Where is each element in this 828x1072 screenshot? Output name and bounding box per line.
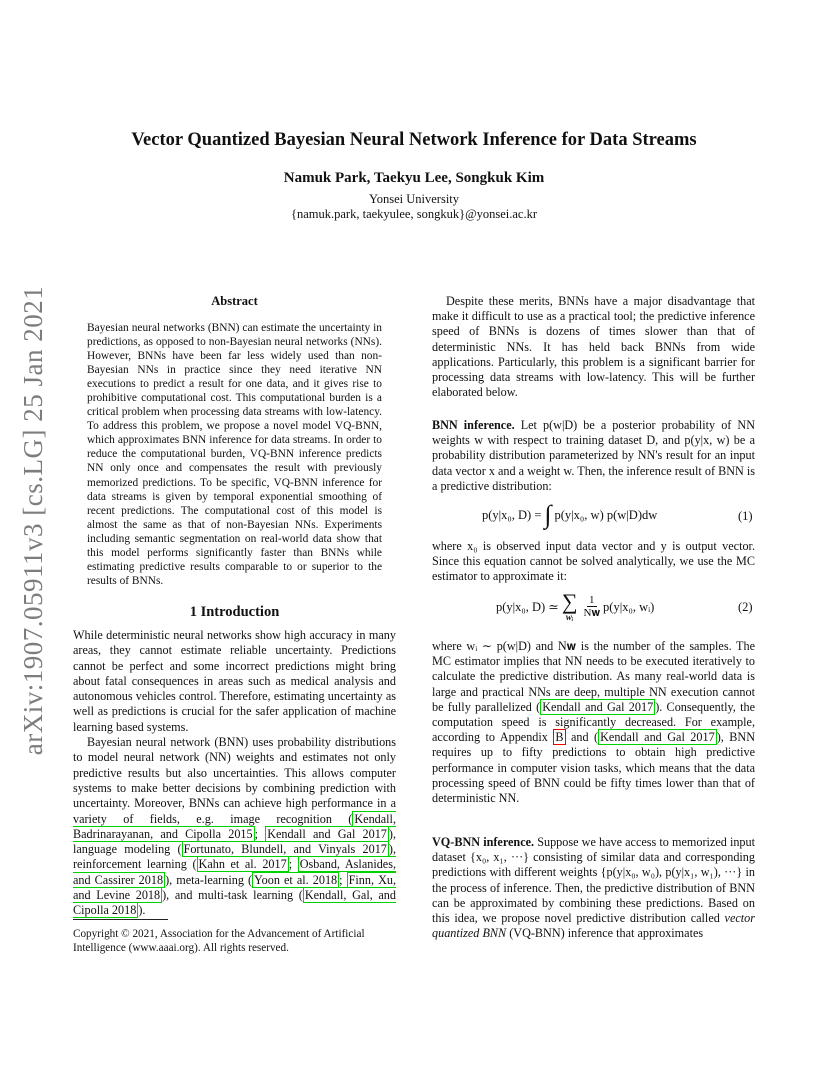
- intro-paragraph-2: Bayesian neural network (BNN) uses probability distributions to model neural network (NN) weights and estimates not only predictive results but also uncertainties. This allows computer systems to make better decisions by combining prediction with uncertainty. Moreover, BNNs can achieve high performance in a variety of fields, e.g. image recognition ( Kendall, Badrinarayanan, and Cipolla 2015 ; Kendall and Gal 2017 ), language modeling ( Fortunato, Blundell, and Vinyals 2017 ), reinforcement learning ( Kahn et al. 2017 ; Osband, Aslanides, and Cassirer 2018 ), meta-learning ( Yoon et al. 2018 ; Finn, Xu, and Levine 2018 ), and multi-task learning ( Kendall, Gal, and Cipolla 2018 ).: [73, 735, 397, 918]
- citation-link[interactable]: Kendall, Badrinarayanan, and Cipolla 2015: [73, 811, 396, 841]
- citation-link[interactable]: Kendall, Gal, and Cipolla 2018: [73, 888, 396, 918]
- paragraph-heading-bnn-inference: BNN inference.: [432, 418, 515, 432]
- integral-symbol: ∫: [544, 500, 552, 529]
- author-emails: {namuk.park, taekyulee, songkuk}@yonsei.ac.kr: [290, 207, 537, 221]
- citation-link[interactable]: Fortunato, Blundell, and Vinyals 2017: [183, 842, 387, 857]
- abstract-heading: Abstract: [211, 294, 258, 308]
- copyright-notice: Copyright © 2021, Association for the Advancement of Artificial Intelligence (www.aaai.org). All rights reserved.: [73, 928, 365, 954]
- citation-link[interactable]: Kendall and Gal 2017: [600, 730, 715, 745]
- equation-1-lhs: p(y|x₀, D) =: [482, 507, 542, 522]
- citation-link[interactable]: Osband, Aslanides, and Cassirer 2018: [73, 857, 396, 887]
- section-heading-introduction: 1 Introduction: [189, 604, 280, 620]
- paragraph-heading-vq-bnn-inference: VQ-BNN inference.: [432, 835, 535, 849]
- citation-link[interactable]: Kendall and Gal 2017: [542, 699, 654, 714]
- citation-link[interactable]: Kendall and Gal 2017: [267, 826, 387, 841]
- equation-2-lhs: p(y|x₀, D) ≃: [496, 600, 559, 614]
- equation-2-fraction: $\frac{1}{\text{N𝐰}}$: [583, 594, 601, 619]
- mc-intro-paragraph: where x₀ is observed input data vector and y is output vector. Since this equation cannot be solved analytically, we use the MC estimator to approximate it:: [432, 539, 755, 584]
- right-paragraph-1: Despite these merits, BNNs have a major disadvantage that make it difficult to use as a practical tool; the predictive inference speed of BNNs is dozens of times slower than that of deterministic NNs. It has held back BNNs from wide applications. Particularly, this problem is a significant barrier for processing data streams with low-latency. This will be further elaborated below.: [432, 294, 755, 400]
- introduction-body: [73, 628, 396, 919]
- citation-link[interactable]: Finn, Xu, and Levine 2018: [73, 872, 397, 903]
- equation-1-number: (1): [738, 509, 753, 523]
- vq-bnn-inference-paragraph: VQ-BNN inference. Suppose we have access to memorized input dataset {x₀, x₁, ···} consisting of similar data and corresponding predictions with different weights {p(y|x₀, w₀), p(y|x₁, w₁), ···} in the process of inference. Then, the predictive distribution of BNN can be approximated by combining these predictions. Based on this idea, we propose novel predictive distribution called vector quantized BNN (VQ-BNN) inference that approximates: [432, 835, 756, 941]
- arxiv-identifier: [14, 280, 54, 760]
- equation-2-number: (2): [738, 600, 753, 614]
- author-affiliation: [0, 192, 828, 222]
- paper-title: Vector Quantized Bayesian Neural Network Inference for Data Streams: [131, 130, 697, 150]
- intro-paragraph-1: While deterministic neural networks show high accuracy in many areas, they cannot estimate reliable uncertainty. Predictions cannot be perfect and some incorrect predictions might bring about fatal consequences in areas such as medical analysis and autonomous vehicles control. Therefore, estimating uncertainty as well as predictions is crucial for the safer application of machine learning based systems.: [73, 628, 396, 734]
- bnn-inference-paragraph: BNN inference. Let p(w|D) be a posterior probability of NN weights w with respect to training dataset D, and p(y|x, w) be a probability distribution parameterized by NN's result for an input data vector x and a weight w. Then, the inference result of BNN is a predictive distribution:: [432, 418, 755, 493]
- equation-2: [496, 589, 655, 622]
- appendix-link[interactable]: B: [555, 730, 564, 745]
- equation-2-rhs: p(y|x₀, wᵢ): [603, 599, 655, 614]
- emphasis-term: vector quantized BNN: [432, 911, 755, 941]
- summation-symbol: ∑ wᵢ: [561, 589, 578, 622]
- citation-link[interactable]: Yoon et al. 2018: [254, 872, 338, 887]
- equation-1: [482, 500, 658, 529]
- equation-1-rhs: p(y|x₀, w) p(w|D)dw: [554, 507, 658, 522]
- abstract-body: Bayesian neural networks (BNN) can estimate the uncertainty in predictions, as opposed to non-Bayesian neural networks (NNs). However, BNNs have been far less widely used than non-Bayesian NNs in practice since they need iterative NN executions to predict a result for one data, and it gives rise to prohibitive computational cost. This computational burden is a critical problem when processing data streams with low-latency. To address this problem, we propose a novel model VQ-BNN, which approximates BNN inference for data streams. In order to reduce the computational burden, VQ-BNN inference predicts NN only once and compensates the result with previously memorized predictions. To be specific, VQ-BNN inference for data streams is given by temporal exponential smoothing of recent predictions. The computational cost of this model is almost the same as that of non-Bayesian NNs. Experiments including semantic segmentation on real-world data show that this model performs significantly faster than BNNs while estimating predictive results comparable to or superior to the results of BNNs.: [87, 322, 382, 587]
- footnote-divider: [73, 919, 168, 920]
- arxiv-stamp-text: arXiv:1907.05911v3 [cs.LG] 25 Jan 2021: [18, 285, 49, 755]
- paper-authors: Namuk Park, Taekyu Lee, Songkuk Kim: [283, 170, 545, 186]
- mc-explanation-paragraph: where wᵢ ∼ p(w|D) and N𝐰 is the number of the samples. The MC estimator implies that NN needs to be executed iteratively to calculate the predictive distribution. As many real-world data is large and practical NNs are deep, multiple NN execution cannot be fully parallelized ( Kendall and Gal 2017 ). Consequently, the computation speed is significantly decreased. For example, according to Appendix B and ( Kendall and Gal 2017 ), BNN requires up to fifty predictions to obtain high predictive performance in computer vision tasks, which means that the data processing speed of BNN could be fifty times lower than that of deterministic NN.: [432, 639, 756, 806]
- citation-link[interactable]: Kahn et al. 2017: [198, 857, 287, 872]
- affiliation-name: Yonsei University: [368, 192, 460, 206]
